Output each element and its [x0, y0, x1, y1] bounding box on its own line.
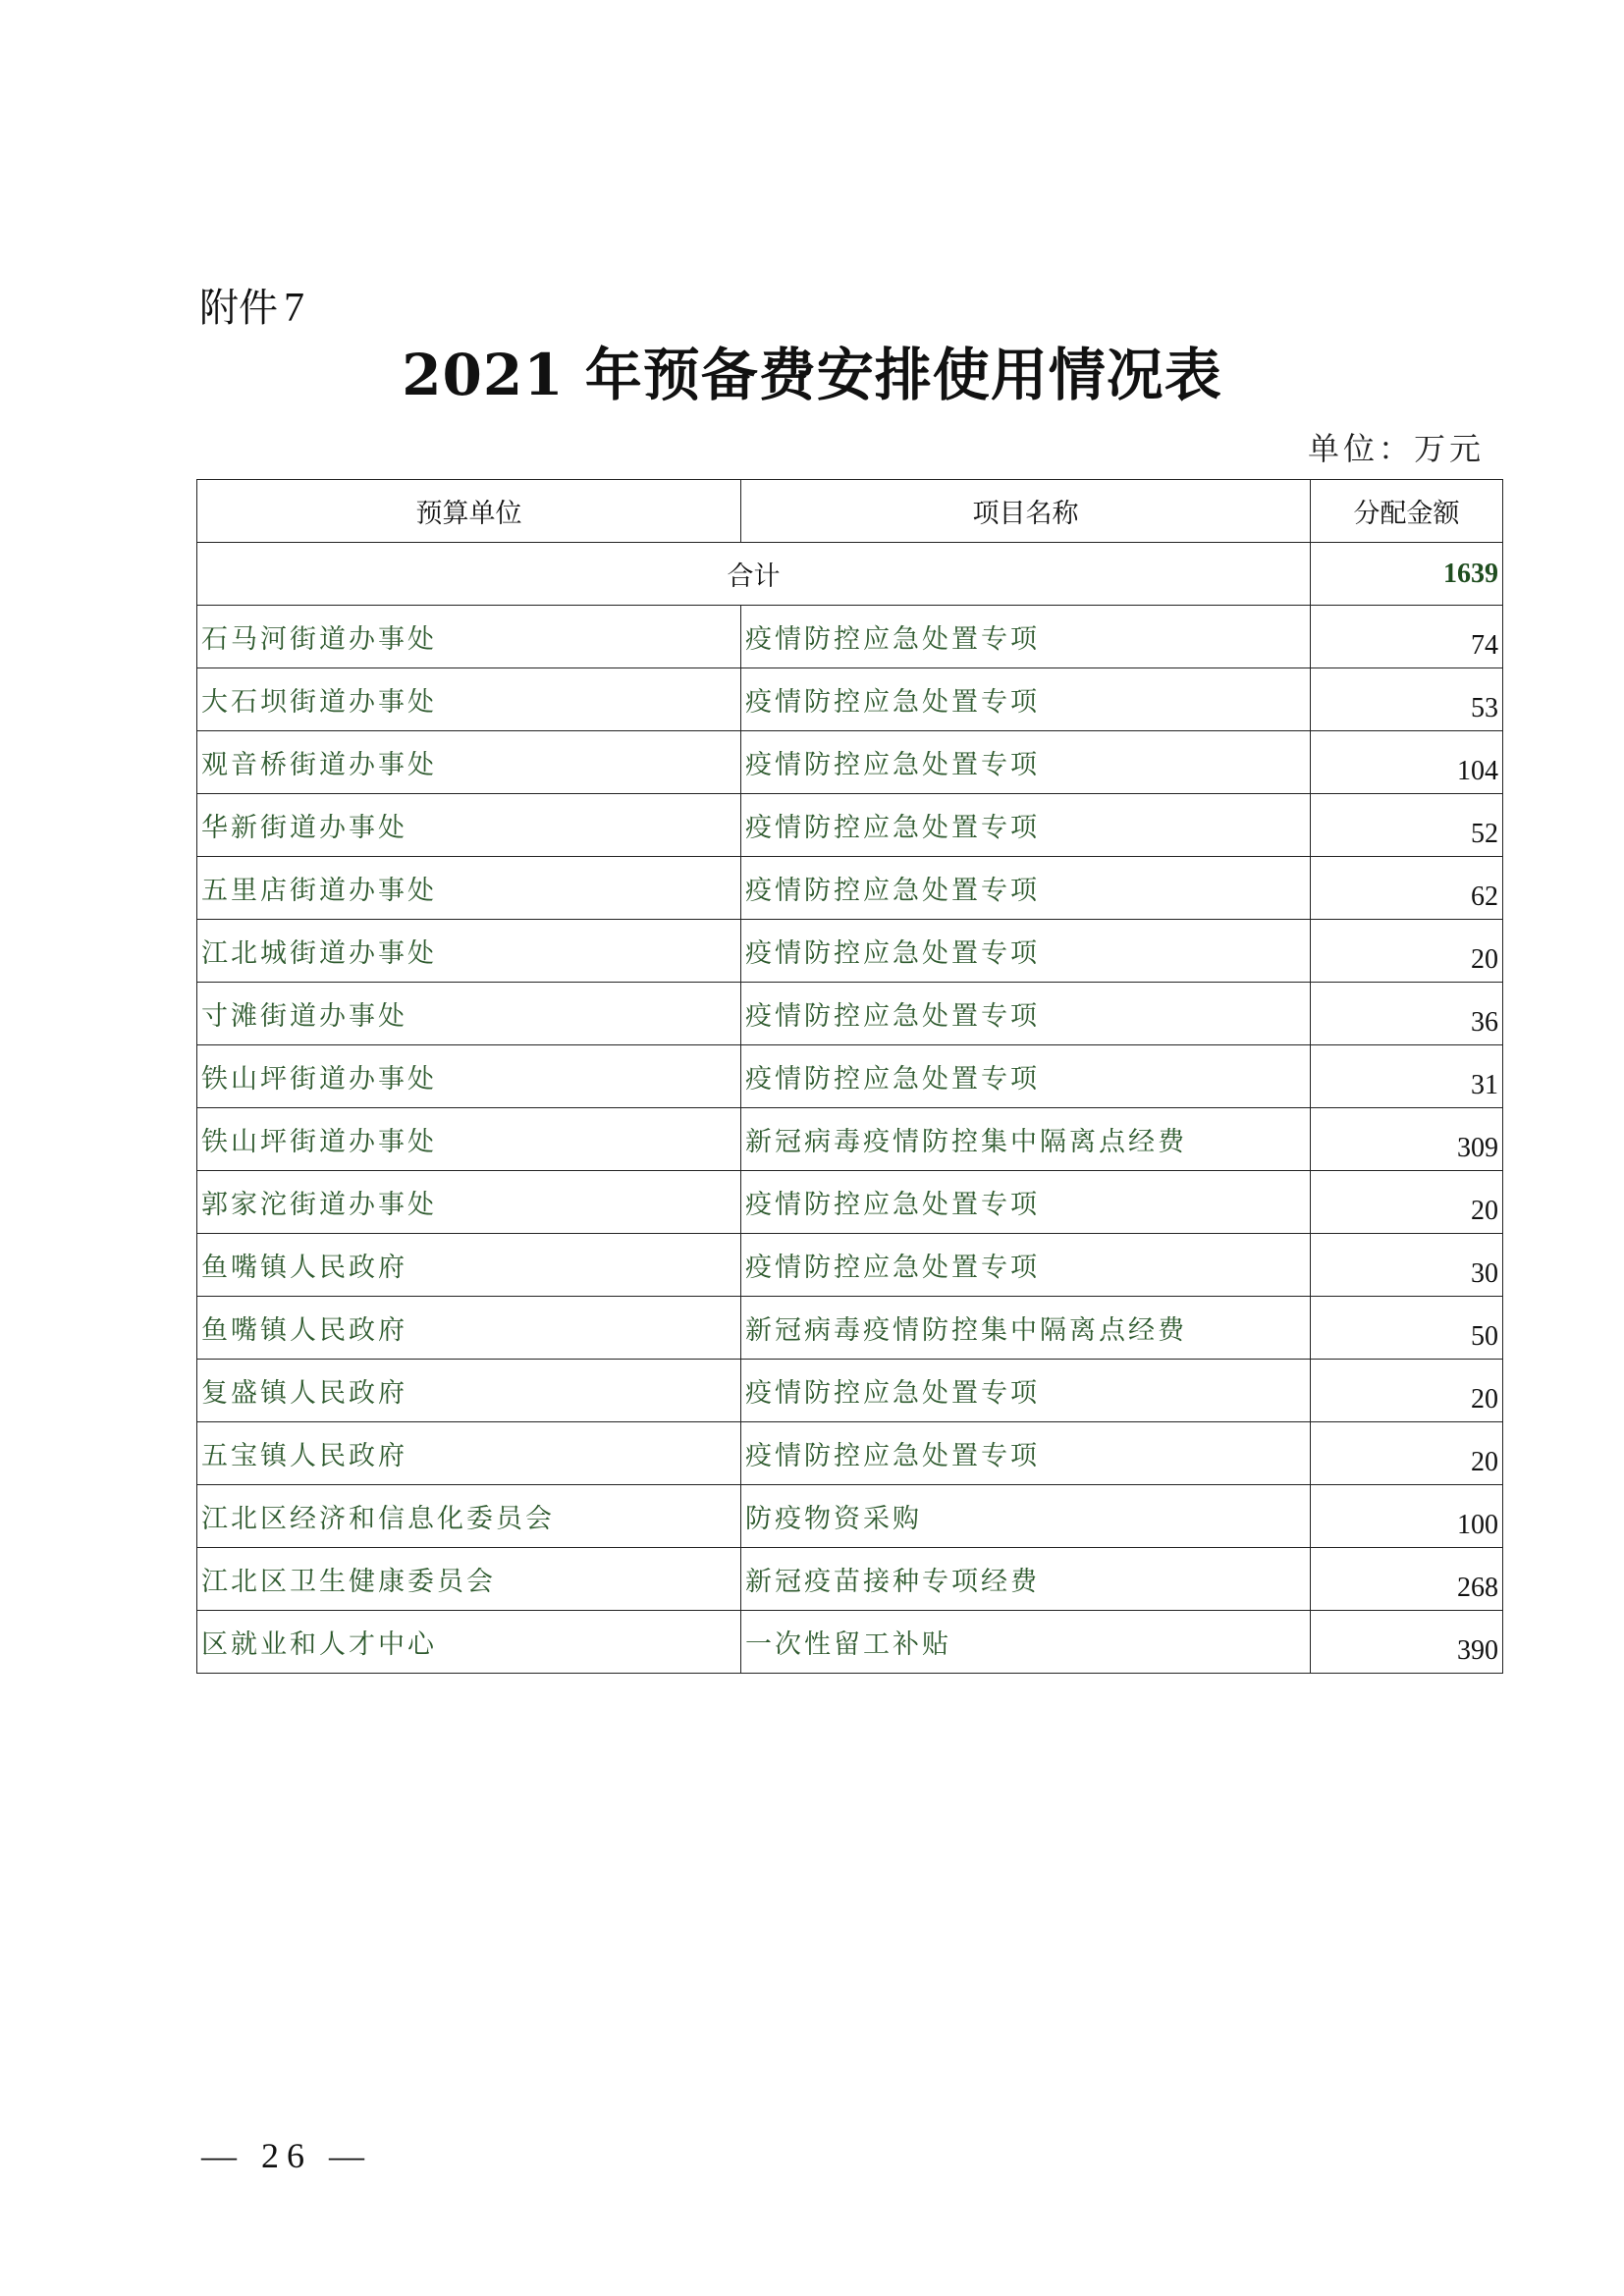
cell-unit: 铁山坪街道办事处	[197, 1108, 741, 1171]
table-row	[197, 857, 1503, 920]
cell-unit: 区就业和人才中心	[197, 1611, 741, 1674]
cell-project: 疫情防控应急处置专项	[741, 1360, 1311, 1422]
cell-amount: 52	[1311, 794, 1503, 857]
cell-project: 疫情防控应急处置专项	[741, 731, 1311, 794]
total-value: 1639	[1311, 543, 1503, 606]
cell-unit: 观音桥街道办事处	[197, 731, 741, 794]
annex-label	[199, 277, 304, 333]
cell-project: 疫情防控应急处置专项	[741, 983, 1311, 1045]
cell-project: 疫情防控应急处置专项	[741, 794, 1311, 857]
table-row	[197, 1548, 1503, 1611]
cell-unit: 大石坝街道办事处	[197, 668, 741, 731]
cell-amount: 104	[1311, 731, 1503, 794]
table-header-row	[197, 480, 1503, 543]
cell-project: 疫情防控应急处置专项	[741, 606, 1311, 668]
cell-project: 疫情防控应急处置专项	[741, 1045, 1311, 1108]
table-row	[197, 1360, 1503, 1422]
total-label: 合计	[197, 543, 1311, 606]
header-amount: 分配金额	[1311, 480, 1503, 543]
table-row	[197, 731, 1503, 794]
cell-project: 疫情防控应急处置专项	[741, 1171, 1311, 1234]
cell-project: 新冠病毒疫情防控集中隔离点经费	[741, 1297, 1311, 1360]
cell-amount: 20	[1311, 1422, 1503, 1485]
cell-project: 疫情防控应急处置专项	[741, 668, 1311, 731]
table-row	[197, 606, 1503, 668]
cell-project: 一次性留工补贴	[741, 1611, 1311, 1674]
cell-unit: 寸滩街道办事处	[197, 983, 741, 1045]
table-row	[197, 1171, 1503, 1234]
unit-note: 单位：万元	[1307, 430, 1485, 467]
cell-unit: 郭家沱街道办事处	[197, 1171, 741, 1234]
cell-project: 防疫物资采购	[741, 1485, 1311, 1548]
cell-unit: 五宝镇人民政府	[197, 1422, 741, 1485]
table-row	[197, 983, 1503, 1045]
annex-label-text: 附件	[199, 286, 278, 331]
cell-amount: 20	[1311, 1360, 1503, 1422]
table-row	[197, 668, 1503, 731]
table-row	[197, 794, 1503, 857]
table-row	[197, 1485, 1503, 1548]
cell-amount: 53	[1311, 668, 1503, 731]
cell-unit: 江北区经济和信息化委员会	[197, 1485, 741, 1548]
table-row	[197, 1297, 1503, 1360]
table-row	[197, 920, 1503, 983]
cell-unit: 华新街道办事处	[197, 794, 741, 857]
budget-table	[196, 479, 1503, 1674]
cell-unit: 铁山坪街道办事处	[197, 1045, 741, 1108]
cell-unit: 石马河街道办事处	[197, 606, 741, 668]
cell-amount: 390	[1311, 1611, 1503, 1674]
cell-project: 疫情防控应急处置专项	[741, 920, 1311, 983]
cell-project: 疫情防控应急处置专项	[741, 1422, 1311, 1485]
cell-project: 新冠疫苗接种专项经费	[741, 1548, 1311, 1611]
table-row	[197, 1422, 1503, 1485]
cell-project: 新冠病毒疫情防控集中隔离点经费	[741, 1108, 1311, 1171]
cell-amount: 74	[1311, 606, 1503, 668]
cell-project: 疫情防控应急处置专项	[741, 857, 1311, 920]
cell-unit: 江北区卫生健康委员会	[197, 1548, 741, 1611]
cell-project: 疫情防控应急处置专项	[741, 1234, 1311, 1297]
cell-unit: 鱼嘴镇人民政府	[197, 1234, 741, 1297]
cell-unit: 鱼嘴镇人民政府	[197, 1297, 741, 1360]
cell-amount: 31	[1311, 1045, 1503, 1108]
page-number: — 26 —	[201, 2136, 372, 2175]
cell-amount: 268	[1311, 1548, 1503, 1611]
header-project: 项目名称	[741, 480, 1311, 543]
total-row	[197, 543, 1503, 606]
cell-amount: 20	[1311, 920, 1503, 983]
cell-unit: 江北城街道办事处	[197, 920, 741, 983]
annex-number: 7	[284, 286, 304, 331]
cell-unit: 复盛镇人民政府	[197, 1360, 741, 1422]
table-row	[197, 1234, 1503, 1297]
cell-amount: 100	[1311, 1485, 1503, 1548]
table-row	[197, 1611, 1503, 1674]
page-title: 2021 年预备费安排使用情况表	[402, 342, 1222, 408]
cell-amount: 50	[1311, 1297, 1503, 1360]
cell-amount: 36	[1311, 983, 1503, 1045]
header-unit: 预算单位	[197, 480, 741, 543]
table-row	[197, 1108, 1503, 1171]
table-row	[197, 1045, 1503, 1108]
cell-amount: 309	[1311, 1108, 1503, 1171]
cell-unit: 五里店街道办事处	[197, 857, 741, 920]
cell-amount: 62	[1311, 857, 1503, 920]
cell-amount: 20	[1311, 1171, 1503, 1234]
cell-amount: 30	[1311, 1234, 1503, 1297]
